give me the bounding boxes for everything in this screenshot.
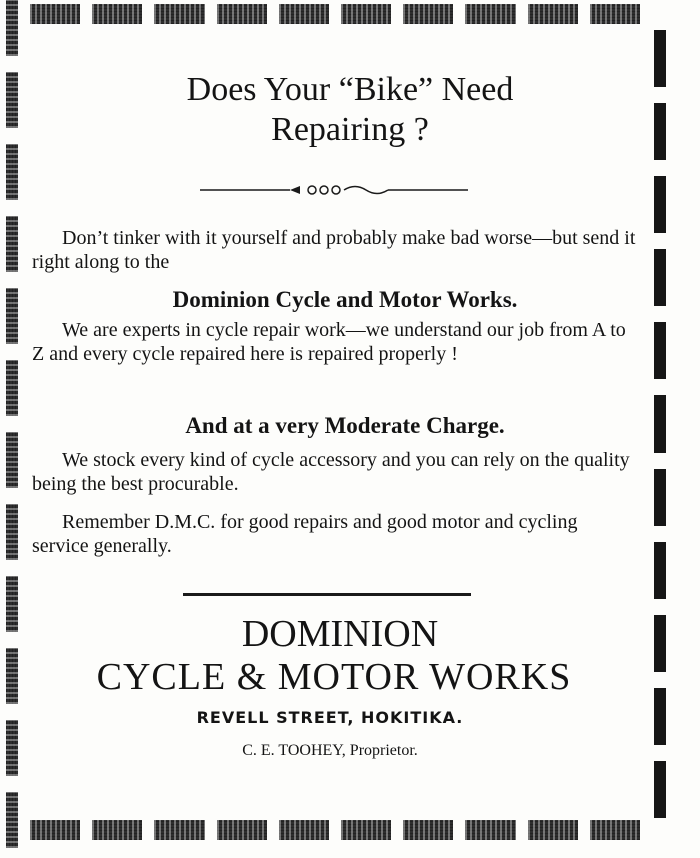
border-segment bbox=[154, 4, 204, 24]
border-segment bbox=[654, 688, 666, 745]
border-segment bbox=[279, 4, 329, 24]
border-segment bbox=[465, 820, 515, 840]
paragraph-1: Don’t tinker with it yourself and probably make bad worse—but send it right along to the bbox=[32, 227, 636, 273]
border-segment bbox=[654, 615, 666, 672]
border-segment bbox=[590, 4, 640, 24]
border-segment bbox=[590, 820, 640, 840]
headline-line-2: Repairing ? bbox=[271, 111, 429, 148]
border-segment bbox=[92, 4, 142, 24]
paragraph-3: We stock every kind of cycle accessory and you can rely on the quality being the best procurable. bbox=[32, 449, 630, 495]
ornament-divider-icon bbox=[200, 180, 470, 200]
border-segment bbox=[654, 469, 666, 526]
border-segment bbox=[154, 820, 204, 840]
right-border bbox=[654, 30, 666, 818]
border-segment bbox=[654, 176, 666, 233]
border-segment bbox=[6, 360, 18, 416]
firm-name: Dominion Cycle and Motor Works. bbox=[172, 287, 518, 312]
border-segment bbox=[528, 4, 578, 24]
border-segment bbox=[30, 820, 80, 840]
border-segment bbox=[403, 4, 453, 24]
proprietor: C. E. TOOHEY, Proprietor. bbox=[242, 742, 418, 759]
border-segment bbox=[6, 216, 18, 272]
border-segment bbox=[30, 4, 80, 24]
signature-line-1: DOMINION bbox=[241, 613, 439, 655]
signature-line-2: CYCLE & MOTOR WORKS bbox=[96, 656, 572, 698]
border-segment bbox=[654, 249, 666, 306]
headline bbox=[60, 70, 640, 150]
border-segment bbox=[6, 648, 18, 704]
border-segment bbox=[6, 576, 18, 632]
border-segment bbox=[92, 820, 142, 840]
paragraph-4: Remember D.M.C. for good repairs and good motor and cycling service generally. bbox=[32, 511, 578, 557]
border-segment bbox=[465, 4, 515, 24]
border-segment bbox=[528, 820, 578, 840]
border-segment bbox=[217, 4, 267, 24]
address: REVELL STREET, HOKITIKA. bbox=[196, 708, 464, 727]
border-segment bbox=[6, 288, 18, 344]
divider-rule bbox=[183, 593, 471, 596]
charge-line: And at a very Moderate Charge. bbox=[185, 413, 505, 438]
paragraph-2: We are experts in cycle repair work—we understand our job from A to Z and every cycle repaired here is repaired properly ! bbox=[32, 319, 626, 365]
border-segment bbox=[6, 720, 18, 776]
border-segment bbox=[654, 761, 666, 818]
border-segment bbox=[6, 144, 18, 200]
border-segment bbox=[654, 103, 666, 160]
left-border bbox=[6, 0, 18, 848]
border-segment bbox=[6, 72, 18, 128]
border-segment bbox=[217, 820, 267, 840]
border-segment bbox=[654, 30, 666, 87]
border-segment bbox=[341, 820, 391, 840]
border-segment bbox=[6, 0, 18, 56]
border-segment bbox=[654, 395, 666, 452]
border-segment bbox=[654, 322, 666, 379]
border-segment bbox=[341, 4, 391, 24]
border-segment bbox=[403, 820, 453, 840]
bottom-border bbox=[30, 820, 640, 840]
border-segment bbox=[6, 432, 18, 488]
headline-line-1: Does Your “Bike” Need bbox=[186, 71, 514, 108]
top-border bbox=[30, 4, 640, 24]
border-segment bbox=[6, 792, 18, 848]
border-segment bbox=[279, 820, 329, 840]
border-segment bbox=[654, 542, 666, 599]
border-segment bbox=[6, 504, 18, 560]
